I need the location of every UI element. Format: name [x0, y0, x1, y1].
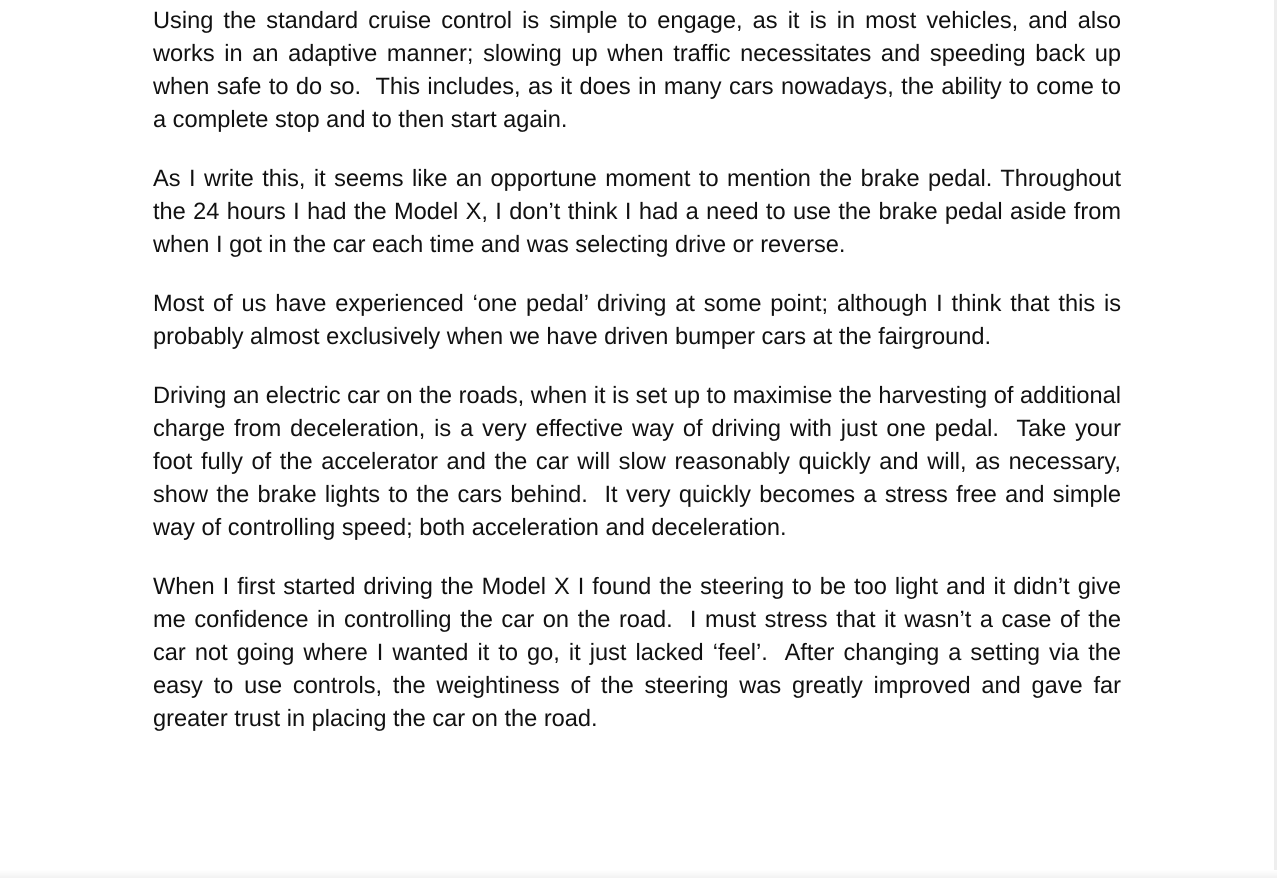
- paragraph-brake-pedal: As I write this, it seems like an opportune moment to mention the brake pedal. Throughout the 24 hours I had the Model X, I don’t think I had a need to use the brake pedal aside from when I got in the car each time and was selecting drive or reverse.: [153, 166, 1121, 258]
- paragraph-steering: When I first started driving the Model X I found the steering to be too light and it didn’t give me confidence in controlling the car on the road. I must stress that it wasn’t a case of the car not going where I wanted it to go, it just lacked ‘feel’. After changing a setting via the easy to use controls, the weightiness of the steering was greatly improved and gave far greater trust in placing the car on the road.: [153, 574, 1121, 732]
- paragraph-one-pedal: Most of us have experienced ‘one pedal’ driving at some point; although I think that this is probably almost exclusively when we have driven bumper cars at the fairground.: [153, 291, 1121, 350]
- page-bottom-edge: [0, 870, 1277, 878]
- paragraph-cruise-control: Using the standard cruise control is simple to engage, as it is in most vehicles, and also works in an adaptive manner; slowing up when traffic necessitates and speeding back up when safe to do so. This includes, as it does in many cars nowadays, the ability to come to a complete stop and to then start again.: [153, 8, 1121, 133]
- paragraph-electric-driving: Driving an electric car on the roads, when it is set up to maximise the harvesting of additional charge from deceleration, is a very effective way of driving with just one pedal. Take your foot fully of the accelerator and the car will slow reasonably quickly and will, as necessary, show the brake lights to the cars behind. It very quickly becomes a stress free and simple way of controlling speed; both acceleration and deceleration.: [153, 383, 1121, 541]
- document-body: [153, 5, 1121, 762]
